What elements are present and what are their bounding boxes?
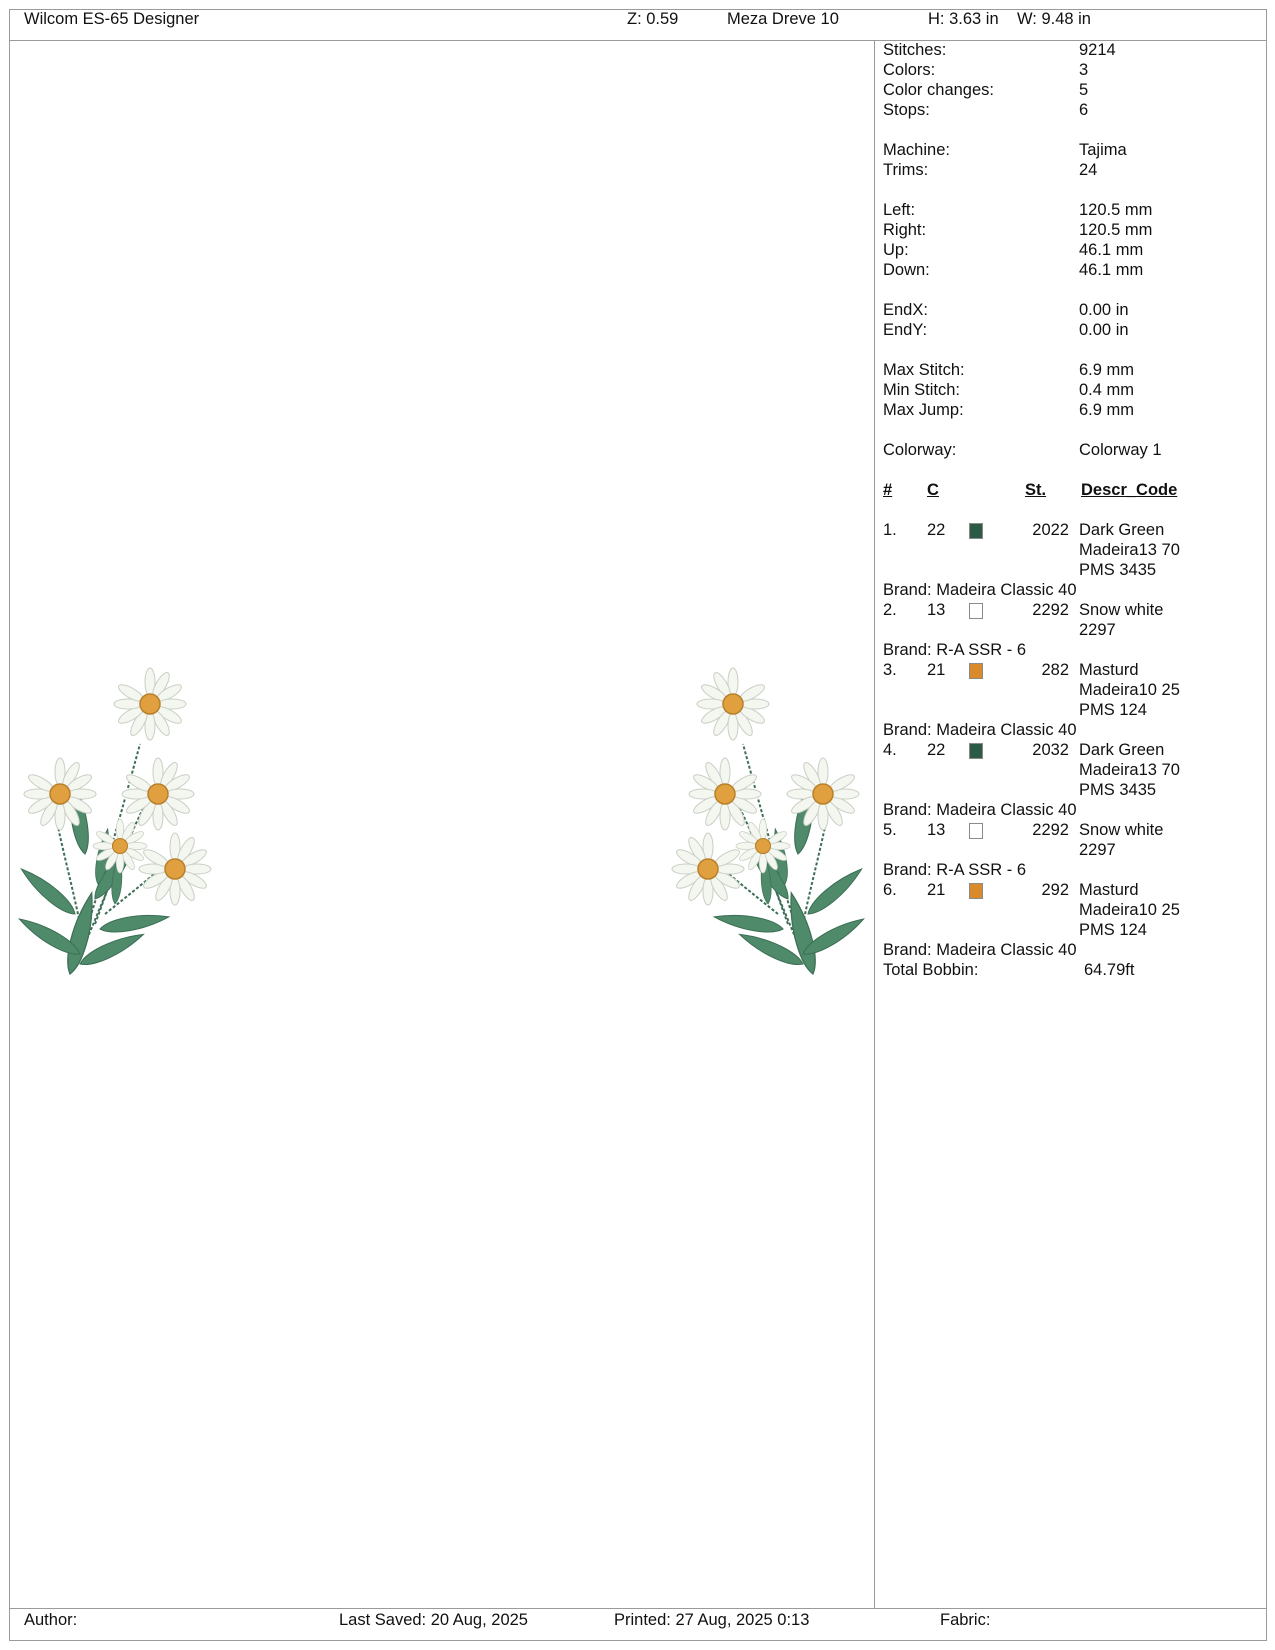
thread-desc-code: Madeira10 25 bbox=[1079, 901, 1180, 919]
zoom-level: Z: 0.59 bbox=[627, 10, 679, 28]
thread-desc: Snow white bbox=[1079, 601, 1164, 619]
thread-desc: Snow white bbox=[1079, 821, 1164, 839]
min-stitch: 0.4 mm bbox=[1079, 381, 1135, 399]
design-height: H: 3.63 in bbox=[928, 10, 999, 28]
author: Author: bbox=[24, 1611, 78, 1629]
thread-stitches: 2292 bbox=[1032, 821, 1069, 839]
thread-color-swatch bbox=[969, 883, 983, 899]
thread-pms: PMS 124 bbox=[1079, 921, 1147, 939]
thread-code: 22 bbox=[927, 741, 946, 759]
thread-desc: Dark Green bbox=[1079, 521, 1165, 539]
total-bobbin: 64.79ft bbox=[1084, 961, 1135, 979]
thread-row bbox=[883, 821, 1263, 861]
fabric: Fabric: bbox=[940, 1611, 991, 1629]
thread-brand: Brand: R-A SSR - 6 bbox=[883, 861, 1027, 879]
design-canvas[interactable] bbox=[10, 41, 873, 1607]
footer-divider bbox=[9, 1608, 1267, 1609]
thread-number: 5. bbox=[883, 821, 897, 839]
thread-stitches: 2292 bbox=[1032, 601, 1069, 619]
thread-number: 2. bbox=[883, 601, 897, 619]
printed-date: Printed: 27 Aug, 2025 0:13 bbox=[614, 1611, 810, 1629]
thread-stitches: 2032 bbox=[1032, 741, 1069, 759]
thread-desc: Dark Green bbox=[1079, 741, 1165, 759]
thread-row bbox=[883, 881, 1263, 941]
color-count: 3 bbox=[1079, 61, 1089, 79]
max-jump: 6.9 mm bbox=[1079, 401, 1135, 419]
thread-color-swatch bbox=[969, 743, 983, 759]
thread-stitches: 292 bbox=[1041, 881, 1069, 899]
thread-color-swatch bbox=[969, 663, 983, 679]
thread-pms: PMS 124 bbox=[1079, 701, 1147, 719]
end-x: 0.00 in bbox=[1079, 301, 1129, 319]
thread-pms: PMS 3435 bbox=[1079, 561, 1157, 579]
color-changes: 5 bbox=[1079, 81, 1089, 99]
thread-stitches: 2022 bbox=[1032, 521, 1069, 539]
thread-row bbox=[883, 601, 1263, 641]
stops: 6 bbox=[1079, 101, 1089, 119]
thread-desc: Masturd bbox=[1079, 881, 1139, 899]
thread-stitches: 282 bbox=[1041, 661, 1069, 679]
thread-desc-code: Madeira10 25 bbox=[1079, 681, 1180, 699]
thread-row bbox=[883, 661, 1263, 721]
thread-number: 6. bbox=[883, 881, 897, 899]
design-info-panel: Stitches: 9214 Colors: 3 Color changes: 5 Stops: 6 Machine: Tajima Trims: 24 Left: 120.5 mm Right: 120.5 mm Up: 46.1 mm Down: 46.1 mm EndX: 0.00 in EndY: 0.00 in Max Stitch: 6.9 mm Min Stitch: 0.4 mm Max Jump: 6.9 mm Colorway: Colorway 1 # C St. Descr_Code 1. 22 2022 Dark Green Madeira13 70 PMS 3435 Brand: Madeira Classic 40 2. 13 2292 Snow white 2297 Brand: R-A SSR - 6 3. 21 282 Masturd Madeira10 25 PMS 124 Brand: Madeira Classic 40 4. 22 2032 Dark Green Madeira13 70 PMS 3435 Brand: Madeira Classic 40 5. 13 2292 Snow white 2297 Brand: R-A SSR - 6 6. 21 292 Masturd Madeira10 25 PMS 124 Brand: Madeira Classic 40 Total Bobbin: 64.79ft bbox=[883, 41, 1263, 981]
extent-left: 120.5 mm bbox=[1079, 201, 1153, 219]
thread-code: 21 bbox=[927, 661, 946, 679]
last-saved: Last Saved: 20 Aug, 2025 bbox=[339, 1611, 528, 1629]
right-bouquet bbox=[672, 668, 867, 976]
thread-brand: Brand: R-A SSR - 6 bbox=[883, 641, 1027, 659]
thread-pms: PMS 3435 bbox=[1079, 781, 1157, 799]
app-title: Wilcom ES-65 Designer bbox=[24, 10, 200, 28]
thread-brand: Brand: Madeira Classic 40 bbox=[883, 581, 1077, 599]
design-width: W: 9.48 in bbox=[1017, 10, 1091, 28]
panel-divider bbox=[874, 40, 875, 1608]
thread-brand: Brand: Madeira Classic 40 bbox=[883, 941, 1077, 959]
thread-code: 21 bbox=[927, 881, 946, 899]
extent-up: 46.1 mm bbox=[1079, 241, 1144, 259]
thread-row bbox=[883, 741, 1263, 801]
thread-desc: Masturd bbox=[1079, 661, 1139, 679]
thread-color-swatch bbox=[969, 523, 983, 539]
stitch-count: 9214 bbox=[1079, 41, 1116, 59]
thread-brand: Brand: Madeira Classic 40 bbox=[883, 801, 1077, 819]
thread-number: 3. bbox=[883, 661, 897, 679]
thread-desc-code: Madeira13 70 bbox=[1079, 541, 1180, 559]
thread-code: 13 bbox=[927, 601, 946, 619]
thread-code: 13 bbox=[927, 821, 946, 839]
thread-color-swatch bbox=[969, 603, 983, 619]
thread-code: 22 bbox=[927, 521, 946, 539]
thread-table-header: # C St. Descr_Code bbox=[883, 481, 1178, 499]
thread-brand: Brand: Madeira Classic 40 bbox=[883, 721, 1077, 739]
machine: Tajima bbox=[1079, 141, 1127, 159]
extent-down: 46.1 mm bbox=[1079, 261, 1144, 279]
thread-row bbox=[883, 521, 1263, 581]
bobbin-row: Total Bobbin: 64.79ft bbox=[883, 961, 1135, 979]
embroidery-preview bbox=[10, 41, 873, 1607]
max-stitch: 6.9 mm bbox=[1079, 361, 1135, 379]
left-bouquet bbox=[16, 668, 211, 976]
thread-number: 1. bbox=[883, 521, 897, 539]
trims: 24 bbox=[1079, 161, 1098, 179]
thread-desc-code: Madeira13 70 bbox=[1079, 761, 1180, 779]
thread-desc-code: 2297 bbox=[1079, 621, 1116, 639]
end-y: 0.00 in bbox=[1079, 321, 1129, 339]
extent-right: 120.5 mm bbox=[1079, 221, 1153, 239]
thread-color-swatch bbox=[969, 823, 983, 839]
colorway: Colorway 1 bbox=[1079, 441, 1162, 459]
thread-number: 4. bbox=[883, 741, 897, 759]
thread-list bbox=[883, 521, 1263, 961]
design-name: Meza Dreve 10 bbox=[727, 10, 839, 28]
thread-desc-code: 2297 bbox=[1079, 841, 1116, 859]
